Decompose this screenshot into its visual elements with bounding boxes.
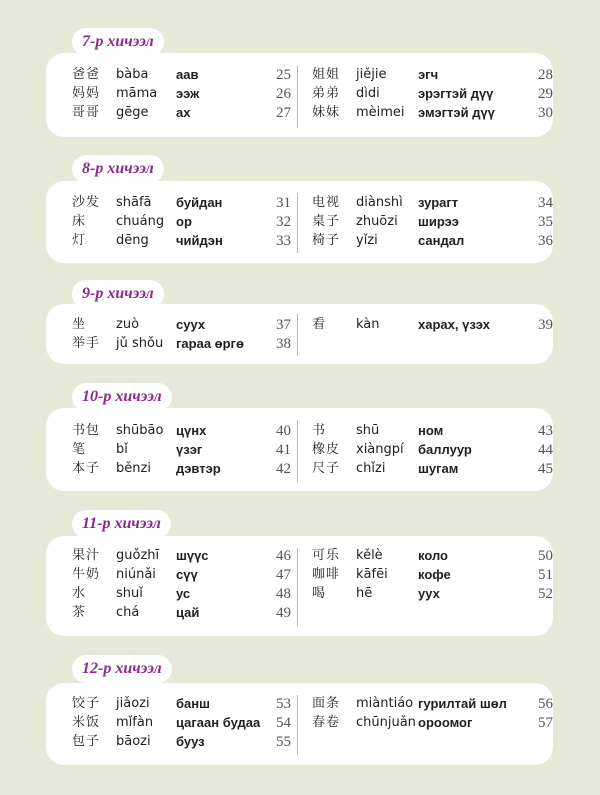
meaning: ширээ bbox=[418, 214, 459, 229]
pinyin: miàntiáo bbox=[356, 696, 414, 711]
pinyin: bāozi bbox=[116, 734, 151, 749]
word-number: 53 bbox=[276, 696, 291, 712]
hanzi: 尺子 bbox=[312, 461, 341, 476]
pinyin: jiějie bbox=[356, 67, 387, 82]
meaning: ээж bbox=[176, 86, 200, 101]
vocab-row bbox=[46, 440, 291, 460]
vocab-card bbox=[46, 181, 553, 263]
hanzi: 妈妈 bbox=[72, 86, 101, 101]
word-number: 50 bbox=[538, 548, 553, 564]
word-number: 33 bbox=[276, 233, 291, 249]
vocab-row bbox=[46, 84, 291, 104]
lesson-title: 10-р хичээл bbox=[72, 383, 172, 411]
meaning: аав bbox=[176, 67, 199, 82]
hanzi: 包子 bbox=[72, 734, 101, 749]
pinyin: hē bbox=[356, 586, 373, 601]
meaning: чийдэн bbox=[176, 233, 223, 248]
pinyin: chūnjuǎn bbox=[356, 715, 416, 730]
pinyin: kàn bbox=[356, 317, 380, 332]
hanzi: 坐 bbox=[72, 317, 87, 332]
word-number: 30 bbox=[538, 105, 553, 121]
vocab-row bbox=[308, 103, 553, 123]
hanzi: 水 bbox=[72, 586, 87, 601]
pinyin: dēng bbox=[116, 233, 149, 248]
vocab-row bbox=[308, 84, 553, 104]
vocab-row bbox=[46, 231, 291, 251]
pinyin: jiǎozi bbox=[116, 696, 150, 711]
word-number: 49 bbox=[276, 605, 291, 621]
pinyin: jǔ shǒu bbox=[116, 336, 164, 351]
hanzi: 牛奶 bbox=[72, 567, 101, 582]
meaning: буйдан bbox=[176, 195, 223, 210]
vocab-card bbox=[46, 53, 553, 137]
vocab-row bbox=[46, 713, 291, 733]
hanzi: 喝 bbox=[312, 586, 327, 601]
meaning: харах, үзэх bbox=[418, 317, 491, 332]
hanzi: 茶 bbox=[72, 605, 87, 620]
vocab-row bbox=[308, 546, 553, 566]
vocab-row bbox=[46, 603, 291, 623]
word-number: 38 bbox=[276, 336, 291, 352]
meaning: уух bbox=[418, 586, 440, 601]
vocab-row bbox=[46, 421, 291, 441]
meaning: зурагт bbox=[418, 195, 459, 210]
word-number: 40 bbox=[276, 423, 291, 439]
word-number: 32 bbox=[276, 214, 291, 230]
pinyin: chá bbox=[116, 605, 140, 620]
vocab-row bbox=[46, 459, 291, 479]
lesson-title: 11-р хичээл bbox=[72, 510, 171, 538]
word-number: 54 bbox=[276, 715, 291, 731]
vocab-card bbox=[46, 408, 553, 491]
word-number: 52 bbox=[538, 586, 553, 602]
word-number: 29 bbox=[538, 86, 553, 102]
meaning: дэвтэр bbox=[176, 461, 221, 476]
lesson-title: 12-р хичээл bbox=[72, 655, 172, 683]
vocab-row bbox=[46, 546, 291, 566]
column-divider bbox=[297, 695, 298, 755]
hanzi: 米饭 bbox=[72, 715, 101, 730]
word-number: 44 bbox=[538, 442, 553, 458]
meaning: ус bbox=[176, 586, 191, 601]
pinyin: běnzi bbox=[116, 461, 151, 476]
vocab-card bbox=[46, 304, 553, 364]
vocab-row bbox=[308, 440, 553, 460]
pinyin: chǐzi bbox=[356, 461, 386, 476]
column-divider bbox=[297, 420, 298, 482]
meaning: коло bbox=[418, 548, 448, 563]
hanzi: 书包 bbox=[72, 423, 101, 438]
pinyin: kāfēi bbox=[356, 567, 388, 582]
word-number: 28 bbox=[538, 67, 553, 83]
word-number: 42 bbox=[276, 461, 291, 477]
vocab-row bbox=[308, 212, 553, 232]
vocab-row bbox=[308, 65, 553, 85]
pinyin: zhuōzi bbox=[356, 214, 398, 229]
vocab-row bbox=[46, 565, 291, 585]
hanzi: 电视 bbox=[312, 195, 341, 210]
column-divider bbox=[297, 66, 298, 128]
column-divider bbox=[297, 193, 298, 253]
word-number: 34 bbox=[538, 195, 553, 211]
hanzi: 春卷 bbox=[312, 715, 341, 730]
meaning: эмэгтэй дүү bbox=[418, 105, 495, 120]
word-number: 41 bbox=[276, 442, 291, 458]
vocab-card bbox=[46, 683, 553, 765]
word-number: 35 bbox=[538, 214, 553, 230]
vocab-row bbox=[308, 421, 553, 441]
hanzi: 果汁 bbox=[72, 548, 101, 563]
vocab-row bbox=[46, 732, 291, 752]
word-number: 51 bbox=[538, 567, 553, 583]
hanzi: 书 bbox=[312, 423, 327, 438]
word-number: 47 bbox=[276, 567, 291, 583]
vocab-card bbox=[46, 536, 553, 636]
word-number: 26 bbox=[276, 86, 291, 102]
hanzi: 咖啡 bbox=[312, 567, 341, 582]
word-number: 48 bbox=[276, 586, 291, 602]
meaning: ах bbox=[176, 105, 191, 120]
word-number: 43 bbox=[538, 423, 553, 439]
hanzi: 姐姐 bbox=[312, 67, 341, 82]
vocab-row bbox=[308, 713, 553, 733]
meaning: ор bbox=[176, 214, 192, 229]
word-number: 37 bbox=[276, 317, 291, 333]
pinyin: zuò bbox=[116, 317, 140, 332]
vocab-row bbox=[308, 193, 553, 213]
pinyin: yǐzi bbox=[356, 233, 378, 248]
hanzi: 沙发 bbox=[72, 195, 101, 210]
meaning: суух bbox=[176, 317, 206, 332]
lesson-title: 9-р хичээл bbox=[72, 280, 164, 308]
pinyin: mǐfàn bbox=[116, 715, 154, 730]
word-number: 31 bbox=[276, 195, 291, 211]
lesson-title: 7-р хичээл bbox=[72, 28, 164, 56]
pinyin: niúnǎi bbox=[116, 567, 156, 582]
hanzi: 妹妹 bbox=[312, 105, 341, 120]
hanzi: 举手 bbox=[72, 336, 101, 351]
hanzi: 哥哥 bbox=[72, 105, 101, 120]
pinyin: shāfā bbox=[116, 195, 152, 210]
vocab-row bbox=[46, 334, 291, 354]
meaning: баллуур bbox=[418, 442, 472, 457]
column-divider bbox=[297, 548, 298, 626]
word-number: 39 bbox=[538, 317, 553, 333]
meaning: бууз bbox=[176, 734, 205, 749]
vocab-row bbox=[308, 584, 553, 604]
pinyin: bǐ bbox=[116, 442, 128, 457]
hanzi: 看 bbox=[312, 317, 327, 332]
vocab-row bbox=[308, 565, 553, 585]
meaning: эгч bbox=[418, 67, 439, 82]
meaning: цай bbox=[176, 605, 200, 620]
hanzi: 灯 bbox=[72, 233, 87, 248]
vocab-row bbox=[46, 694, 291, 714]
vocab-row bbox=[308, 694, 553, 714]
hanzi: 面条 bbox=[312, 696, 341, 711]
vocab-row bbox=[46, 584, 291, 604]
meaning: ном bbox=[418, 423, 444, 438]
hanzi: 桌子 bbox=[312, 214, 341, 229]
pinyin: diànshì bbox=[356, 195, 403, 210]
meaning: сүү bbox=[176, 567, 198, 582]
pinyin: kělè bbox=[356, 548, 383, 563]
hanzi: 爸爸 bbox=[72, 67, 101, 82]
pinyin: gēge bbox=[116, 105, 149, 120]
meaning: гараа өргө bbox=[176, 336, 244, 351]
word-number: 46 bbox=[276, 548, 291, 564]
hanzi: 橡皮 bbox=[312, 442, 341, 457]
vocab-row bbox=[46, 193, 291, 213]
word-number: 56 bbox=[538, 696, 553, 712]
pinyin: māma bbox=[116, 86, 158, 101]
meaning: цүнх bbox=[176, 423, 207, 438]
pinyin: shūbāo bbox=[116, 423, 164, 438]
pinyin: bàba bbox=[116, 67, 149, 82]
pinyin: shuǐ bbox=[116, 586, 143, 601]
vocab-row bbox=[46, 103, 291, 123]
meaning: үзэг bbox=[176, 442, 203, 457]
meaning: шүүс bbox=[176, 548, 209, 563]
hanzi: 椅子 bbox=[312, 233, 341, 248]
hanzi: 本子 bbox=[72, 461, 101, 476]
column-divider bbox=[297, 314, 298, 356]
meaning: ороомог bbox=[418, 715, 473, 730]
word-number: 55 bbox=[276, 734, 291, 750]
hanzi: 床 bbox=[72, 214, 87, 229]
word-number: 25 bbox=[276, 67, 291, 83]
word-number: 27 bbox=[276, 105, 291, 121]
meaning: кофе bbox=[418, 567, 451, 582]
vocab-row bbox=[46, 212, 291, 232]
vocab-row bbox=[308, 459, 553, 479]
meaning: эрэгтэй дүү bbox=[418, 86, 494, 101]
word-number: 36 bbox=[538, 233, 553, 249]
pinyin: chuáng bbox=[116, 214, 165, 229]
hanzi: 笔 bbox=[72, 442, 87, 457]
meaning: гурилтай шөл bbox=[418, 696, 507, 711]
meaning: шугам bbox=[418, 461, 459, 476]
vocab-row bbox=[308, 231, 553, 251]
pinyin: shū bbox=[356, 423, 380, 438]
meaning: банш bbox=[176, 696, 210, 711]
word-number: 57 bbox=[538, 715, 553, 731]
pinyin: mèimei bbox=[356, 105, 405, 120]
pinyin: dìdi bbox=[356, 86, 380, 101]
meaning: сандал bbox=[418, 233, 465, 248]
hanzi: 饺子 bbox=[72, 696, 101, 711]
meaning: цагаан будаа bbox=[176, 715, 261, 730]
vocab-row bbox=[308, 315, 553, 335]
vocab-row bbox=[46, 315, 291, 335]
vocab-row bbox=[46, 65, 291, 85]
word-number: 45 bbox=[538, 461, 553, 477]
hanzi: 弟弟 bbox=[312, 86, 341, 101]
pinyin: guǒzhī bbox=[116, 548, 160, 563]
lesson-title: 8-р хичээл bbox=[72, 155, 164, 183]
pinyin: xiàngpí bbox=[356, 442, 404, 457]
hanzi: 可乐 bbox=[312, 548, 341, 563]
